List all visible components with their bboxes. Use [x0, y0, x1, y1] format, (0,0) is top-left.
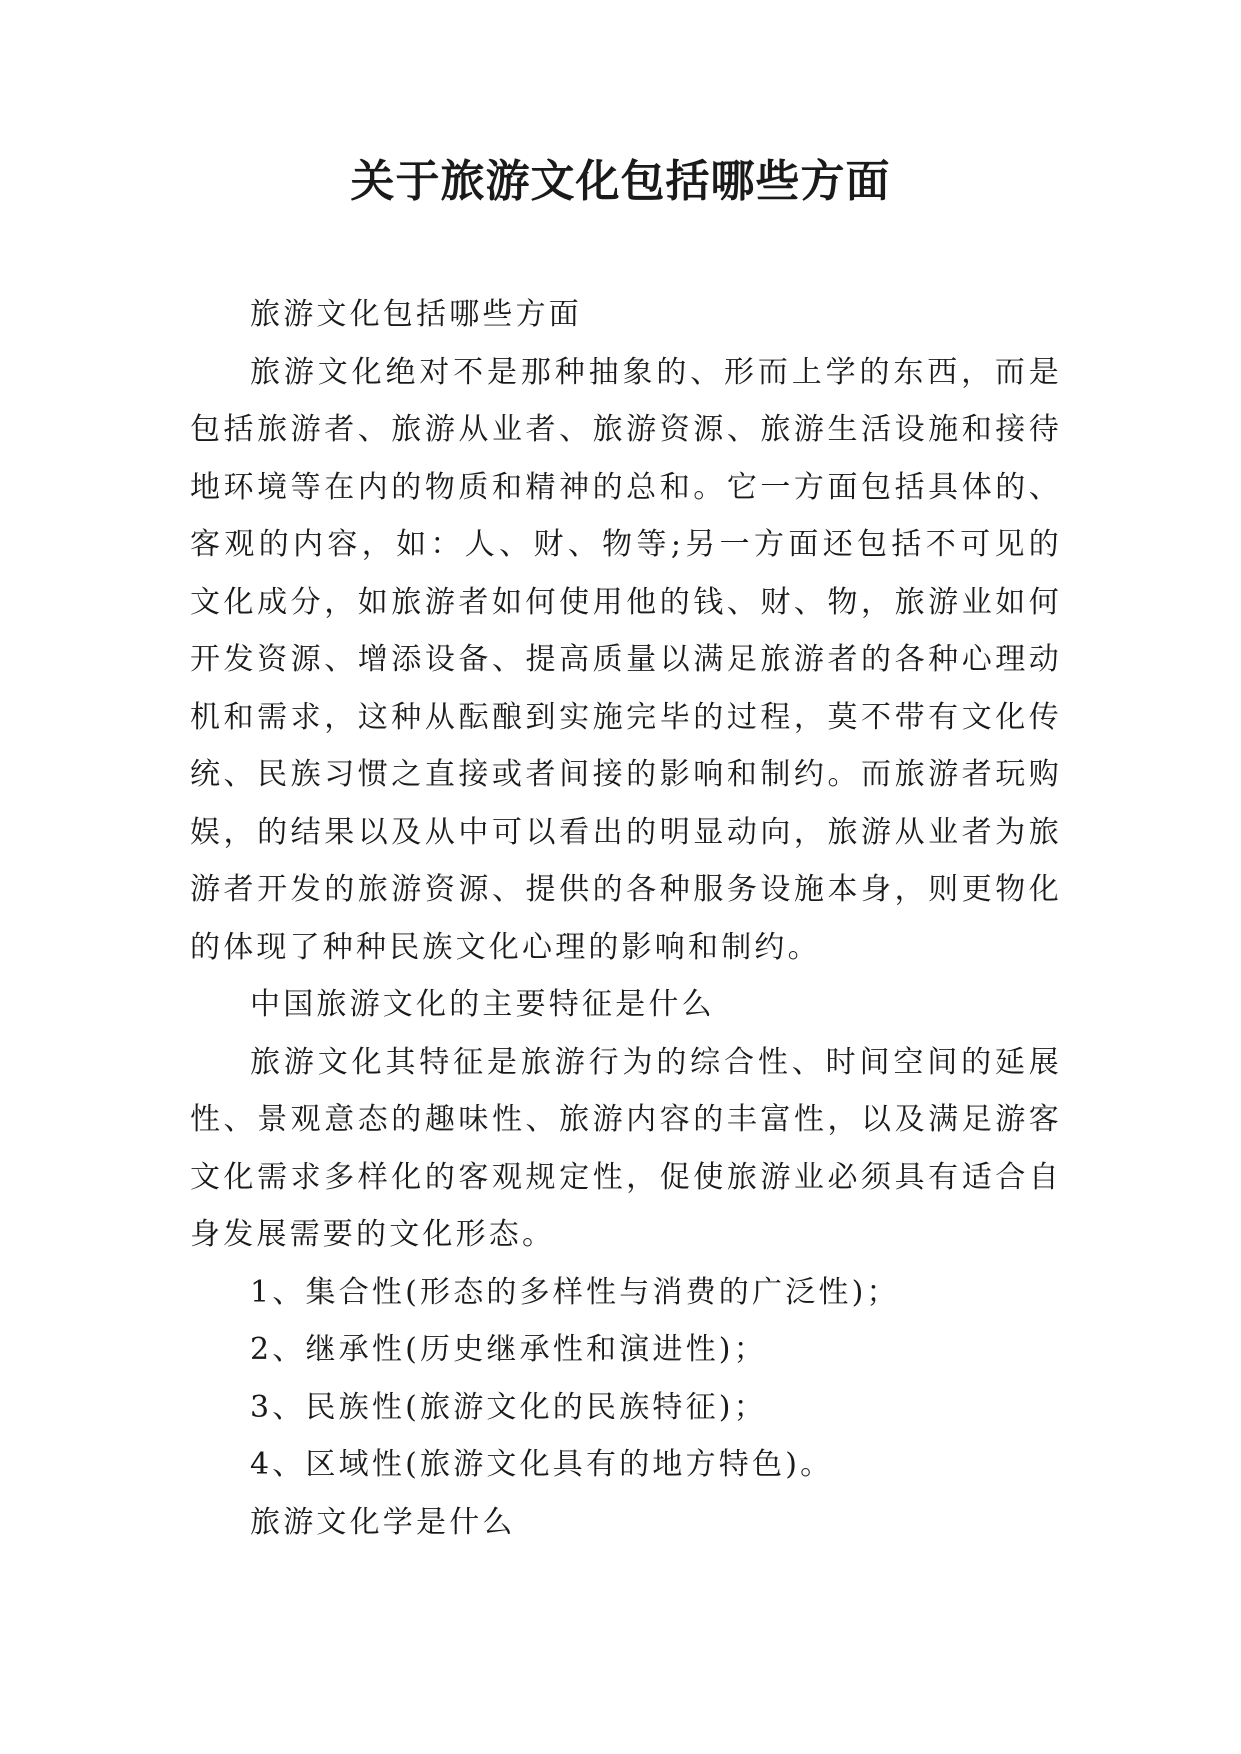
document-body: [190, 286, 1062, 1551]
body-paragraph: 旅游文化其特征是旅游行为的综合性、时间空间的延展性、景观意态的趣味性、旅游内容的丰富性，以及满足游客文化需求多样化的客观规定性，促使旅游业必须具有适合自身发展需要的文化形态。: [190, 1044, 1062, 1252]
document-title: 关于旅游文化包括哪些方面: [350, 156, 891, 207]
list-item: 1、集合性(形态的多样性与消费的广泛性)；: [250, 1274, 900, 1310]
list-item: 3、民族性(旅游文化的民族特征)；: [250, 1389, 767, 1425]
section-heading: 中国旅游文化的主要特征是什么: [250, 987, 715, 1022]
list-item: 4、区域性(旅游文化具有的地方特色)。: [250, 1447, 834, 1482]
section-heading: 旅游文化包括哪些方面: [250, 297, 582, 332]
section-heading: 旅游文化学是什么: [250, 1504, 516, 1540]
list-item: 2、继承性(历史继承性和演进性)；: [250, 1332, 767, 1367]
body-paragraph: 旅游文化绝对不是那种抽象的、形而上学的东西，而是包括旅游者、旅游从业者、旅游资源、旅游生活设施和接待地环境等在内的物质和精神的总和。它一方面包括具体的、客观的内容，如：人、财、物等;另一方面还包括不可见的文化成分，如旅游者如何使用他的钱、财、物，旅游业如何开发资源、增添设备、提高质量以满足旅游者的各种心理动机和需求，这种从酝酿到实施完毕的过程，莫不带有文化传统、民族习惯之直接或者间接的影响和制约。而旅游者玩购 娱，的结果以及从中可以看出的明显动向，旅游从业者为旅游者开发的旅游资源、提供的各种服务设施本身，则更物化的体现了种种民族文化心理的影响和制约。: [190, 354, 1062, 965]
